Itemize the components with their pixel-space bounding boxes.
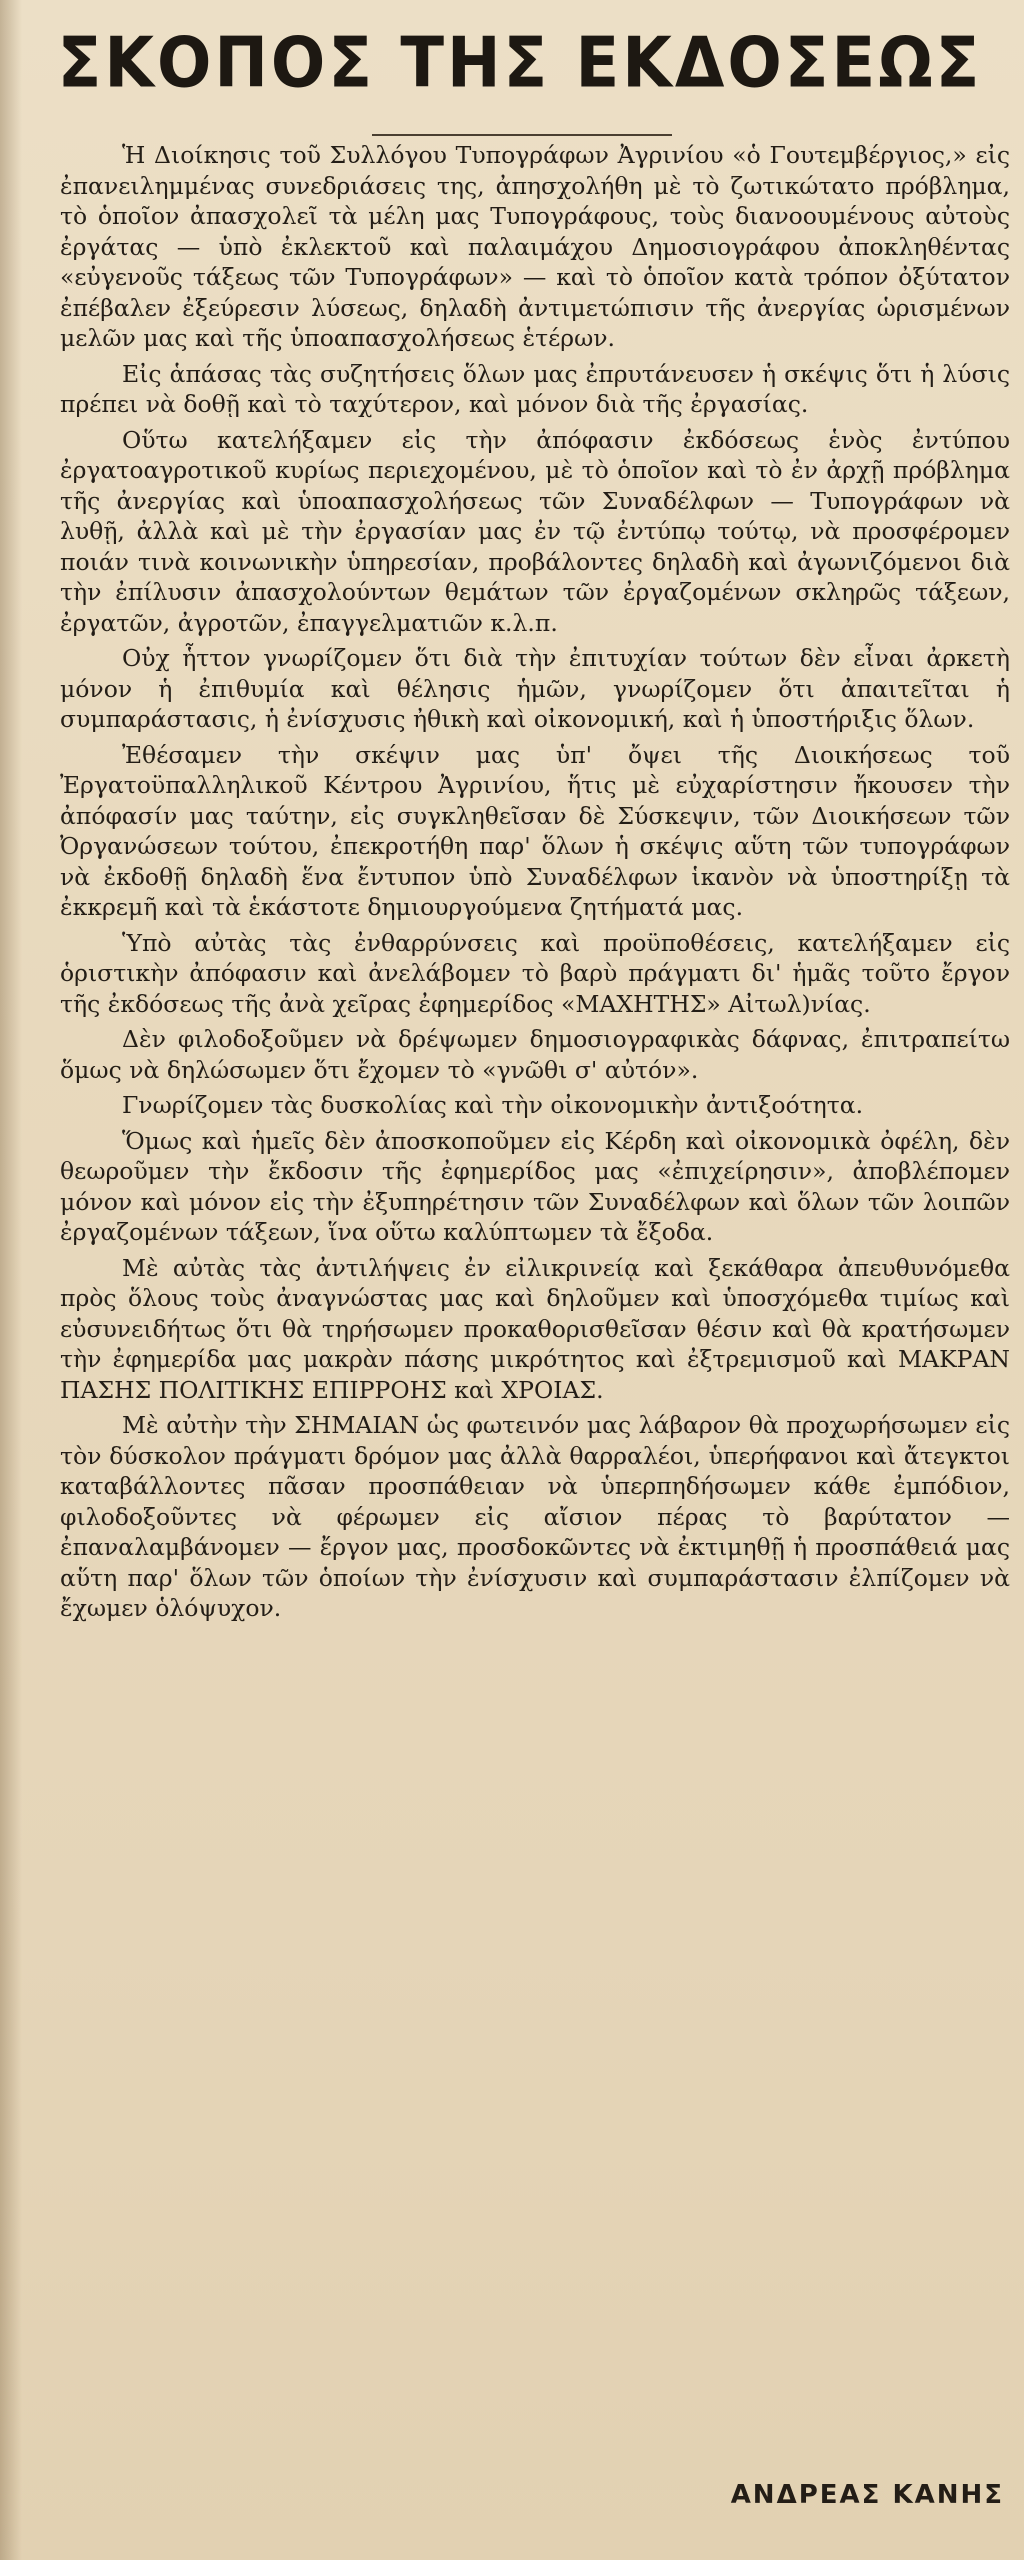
- paragraph: Οὕτω κατελήξαμεν εἰς τὴν ἀπόφασιν ἐκδόσεως ἑνὸς ἐντύπου ἐργατοαγροτικοῦ κυρίως περιεχομένου, μὲ τὸ ὁποῖον καὶ τὸ ἐν ἀρχῇ πρόβλημα τῆς ἀνεργίας καὶ ὑποαπασχολήσεως τῶν Συναδέλφων — Τυπογράφων νὰ λυθῇ, ἀλλὰ καὶ μὲ τὴν ἐργασίαν μας ἐν τῷ ἐντύπῳ τούτῳ, νὰ προσφέρομεν ποιάν τινὰ κοινωνικὴν ὑπηρεσίαν, προβάλοντες δηλαδὴ καὶ ἀγωνιζόμενοι διὰ τὴν ἐπίλυσιν ἀπασχολούντων θεμάτων τῶν ἐργαζομένων σκληρῶς τάξεων, ἐργατῶν, ἀγροτῶν, ἐπαγγελματιῶν κ.λ.π.: [60, 425, 1010, 637]
- author-signature: ΑΝΔΡΕΑΣ ΚΑΝΗΣ: [730, 2480, 1004, 2510]
- paragraph: Δὲν φιλοδοξοῦμεν νὰ δρέψωμεν δημοσιογραφικὰς δάφνας, ἐπιτραπείτω ὅμως νὰ δηλώσωμεν ὅτι ἔχομεν τὸ «γνῶθι σ' αὐτόν».: [60, 1025, 1010, 1084]
- paragraph: Γνωρίζομεν τὰς δυσκολίας καὶ τὴν οἰκονομικὴν ἀντιξοότητα.: [122, 1091, 864, 1119]
- paragraph: Μὲ αὐτὰς τὰς ἀντιλήψεις ἐν εἰλικρινείᾳ καὶ ξεκάθαρα ἀπευθυνόμεθα πρὸς ὅλους τοὺς ἀναγνώστας μας καὶ δηλοῦμεν καὶ ὑποσχόμεθα τιμίως καὶ εὐσυνειδήτως ὅτι θὰ τηρήσωμεν προκαθορισθεῖσαν θέσιν καὶ θὰ κρατήσωμεν τὴν ἐφημερίδα μας μακρὰν πάσης μικρότητος καὶ ἐξτρεμισμοῦ καὶ ΜΑΚΡΑΝ ΠΑΣΗΣ ΠΟΛΙΤΙΚΗΣ ΕΠΙΡΡΟΗΣ καὶ ΧΡΟΙΑΣ.: [60, 1253, 1010, 1404]
- article-body: [60, 140, 1010, 1629]
- article-title: ΣΚΟΠΟΣ ΤΗΣ ΕΚΔΟΣΕΩΣ: [57, 24, 983, 104]
- paragraph: Ἡ Διοίκησις τοῦ Συλλόγου Τυπογράφων Ἀγρινίου «ὁ Γουτεμβέργιος,» εἰς ἐπανειλημμένας συνεδριάσεις της, ἀπησχολήθη μὲ τὸ ζωτικώτατο πρόβλημα, τὸ ὁποῖον ἀπασχολεῖ τὰ μέλη μας Τυπογράφους, τοὺς διανοουμένους αὐτοὺς ἐργάτας — ὑπὸ ἐκλεκτοῦ καὶ παλαιμάχου Δημοσιογράφου ἀποκληθέντας «εὐγενοῦς τάξεως τῶν Τυπογράφων» — καὶ τὸ ὁποῖον κατὰ τρόπον ὀξύτατον ἐπέβαλεν ἐξεύρεσιν λύσεως, δηλαδὴ ἀντιμετώπισιν τῆς ἀνεργίας ὡρισμένων μελῶν μας καὶ τῆς ὑποαπασχολήσεως ἑτέρων.: [60, 141, 1010, 352]
- paragraph: Εἰς ἁπάσας τὰς συζητήσεις ὅλων μας ἐπρυτάνευσεν ἡ σκέψις ὅτι ἡ λύσις πρέπει νὰ δοθῇ καὶ τὸ ταχύτερον, καὶ μόνον διὰ τῆς ἐργασίας.: [60, 359, 1010, 418]
- paragraph: Ἐθέσαμεν τὴν σκέψιν μας ὑπ' ὄψει τῆς Διοικήσεως τοῦ Ἐργατοϋπαλληλικοῦ Κέντρου Ἀγρινίου, ἥτις μὲ εὐχαρίστησιν ἤκουσεν τὴν ἀπόφασίν μας ταύτην, εἰς συγκληθεῖσαν δὲ Σύσκεψιν, τῶν Διοικήσεων τῶν Ὀργανώσεων τούτου, ἐπεκροτήθη παρ' ὅλων ἡ σκέψις αὕτη τῶν τυπογράφων νὰ ἐκδοθῇ δηλαδὴ ἕνα ἔντυπον ὑπὸ Συναδέλφων ἱκανὸν νὰ ὑποστηρίξῃ τὰ ἐκκρεμῆ καὶ τὰ ἑκάστοτε δημιουργούμενα ζητήματά μας.: [60, 740, 1010, 921]
- paragraph: Ὅμως καὶ ἡμεῖς δὲν ἀποσκοποῦμεν εἰς Κέρδη καὶ οἰκονομικὰ ὀφέλη, δὲν θεωροῦμεν τὴν ἔκδοσιν τῆς ἐφημερίδος μας «ἐπιχείρησιν», ἀποβλέπομεν μόνον καὶ μόνον εἰς τὴν ἐξυπηρέτησιν τῶν Συναδέλφων καὶ ὅλων τῶν λοιπῶν ἐργαζομένων τάξεων, ἵνα οὕτω καλύπτωμεν τὰ ἔξοδα.: [60, 1126, 1010, 1246]
- title-divider: [372, 134, 672, 136]
- paragraph: Οὐχ ἧττον γνωρίζομεν ὅτι διὰ τὴν ἐπιτυχίαν τούτων δὲν εἶναι ἀρκετὴ μόνον ἡ ἐπιθυμία καὶ θέλησις ἡμῶν, γνωρίζομεν ὅτι ἀπαιτεῖται ἡ συμπαράστασις, ἡ ἐνίσχυσις ἠθικὴ καὶ οἰκονομική, καὶ ἡ ὑποστήριξις ὅλων.: [60, 644, 1010, 733]
- paragraph: Ὑπὸ αὐτὰς τὰς ἐνθαρρύνσεις καὶ προϋποθέσεις, κατελήξαμεν εἰς ὁριστικὴν ἀπόφασιν καὶ ἀνελάβομεν τὸ βαρὺ πράγματι δι' ἡμᾶς τοῦτο ἔργον τῆς ἐκδόσεως τῆς ἀνὰ χεῖρας ἐφημερίδος «ΜΑΧΗΤΗΣ» Αἰτωλ)νίας.: [60, 928, 1010, 1018]
- page-edge-shadow: [0, 0, 22, 2560]
- paragraph: Μὲ αὐτὴν τὴν ΣΗΜΑΙΑΝ ὡς φωτεινόν μας λάβαρον θὰ προχωρήσωμεν εἰς τὸν δύσκολον πράγματι δρόμον μας ἀλλὰ θαρραλέοι, ὑπερήφανοι καὶ ἄτεγκτοι καταβάλλοντες πᾶσαν προσπάθειαν νὰ ὑπερπηδήσωμεν κάθε ἐμπόδιον, φιλοδοξοῦντες νὰ φέρωμεν εἰς αἴσιον πέρας τὸ βαρύτατον — ἐπαναλαμβάνομεν — ἔργον μας, προσδοκῶντες νὰ ἐκτιμηθῇ ἡ προσπάθειά μας αὕτη παρ' ὅλων τῶν ὁποίων τὴν ἐνίσχυσιν καὶ συμπαράστασιν ἐλπίζομεν νὰ ἔχωμεν ὁλόψυχον.: [60, 1411, 1010, 1622]
